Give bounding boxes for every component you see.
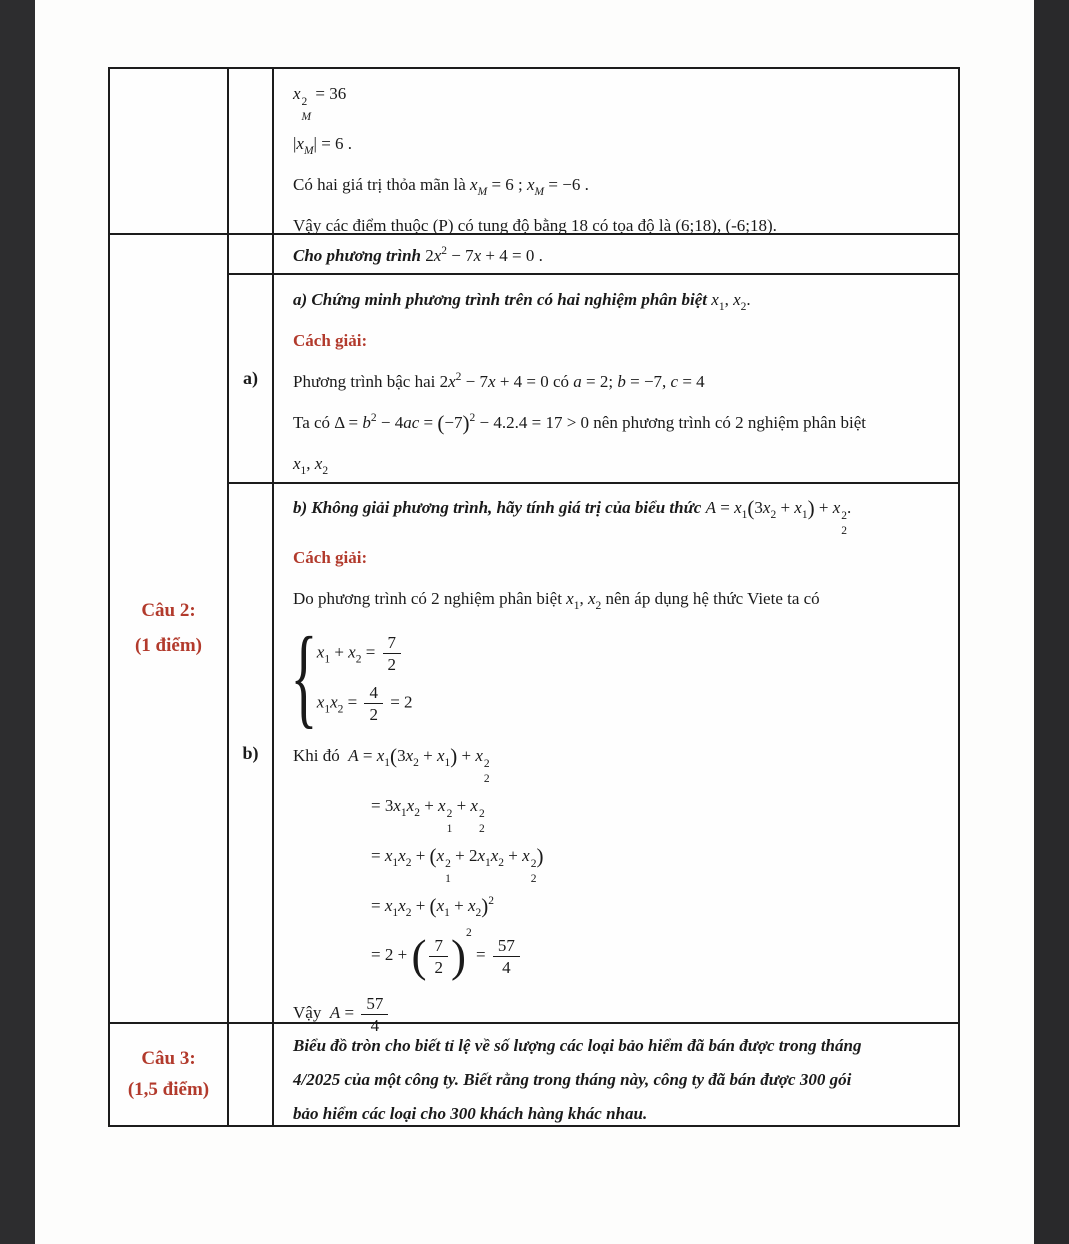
system-brace: {: [290, 615, 318, 740]
paren-group: )$^2$: [481, 894, 495, 918]
text-line: [293, 735, 960, 785]
math-text: =: [343, 692, 362, 712]
math-variable: b: [362, 413, 371, 432]
math-variable: x: [566, 589, 574, 608]
math-variable: x: [762, 498, 771, 517]
fraction-denominator: 2: [387, 654, 397, 674]
text-line: [293, 1063, 960, 1097]
left-margin-bar: [0, 0, 35, 1244]
math-text: +: [418, 746, 437, 765]
math-variable: x: [296, 134, 304, 153]
paren-group: (: [747, 496, 755, 520]
subscript: 2: [405, 907, 412, 919]
text-line: [293, 73, 960, 123]
math-text: Do phương trình có 2 nghiệm phân biệt: [293, 589, 567, 608]
math-text: − 4: [376, 413, 404, 432]
equation-system: [290, 615, 413, 740]
subscript: 1: [801, 509, 808, 521]
text-line: [293, 320, 960, 361]
math-text: +: [457, 746, 476, 765]
subscript: 1: [444, 757, 451, 769]
subscript: 2: [770, 509, 777, 521]
fraction: [383, 633, 402, 674]
fraction-denominator: 2: [369, 704, 378, 724]
math-variable: x: [470, 796, 478, 815]
math-variable: a: [573, 372, 582, 391]
question-2-title: Câu 2:: [141, 600, 196, 621]
subscript: 1: [741, 509, 748, 521]
math-text: .: [847, 498, 852, 517]
stacked-superscript: 2: [301, 96, 308, 108]
stacked-superscript: 2: [445, 858, 451, 870]
system-equation: [317, 633, 413, 674]
sub-sup-column: [484, 759, 490, 785]
fraction: [493, 936, 520, 977]
math-text: − 4.2.4 = 17 > 0 nên phương trình có 2 nghiệm phân biệt: [475, 413, 866, 432]
paren-group: ): [536, 844, 544, 868]
math-text: +: [814, 498, 833, 517]
subscript: 1: [400, 807, 407, 819]
fraction-numerator: 7: [429, 936, 448, 957]
text-line: [293, 835, 960, 885]
paren-group: (: [429, 844, 437, 868]
sub-sup-stack: [437, 835, 451, 885]
text-line: [293, 361, 960, 402]
stacked-superscript: 2: [841, 510, 847, 522]
part-b-label: b): [242, 742, 259, 763]
math-text: +: [411, 896, 430, 915]
math-variable: x: [293, 84, 301, 103]
question-3-points: (1,5 điểm): [127, 1079, 210, 1100]
math-variable: x: [490, 846, 499, 865]
math-variable: x: [473, 246, 482, 265]
math-variable: x: [734, 498, 742, 517]
math-variable: x: [348, 641, 356, 661]
question-2-label-cell: [110, 235, 227, 1022]
stacked-superscript: 2: [478, 808, 485, 820]
math-text: + 4 = 0: [481, 246, 535, 265]
math-text: =: [361, 641, 380, 661]
stacked-subscript: 1: [446, 822, 453, 835]
bold-italic-text: b) Không giải phương trình, hãy tính giá trị của biểu thức: [293, 498, 706, 517]
text-line: [293, 885, 960, 926]
fraction-denominator: 4: [370, 1015, 380, 1035]
subscript: 1: [300, 465, 307, 477]
subscript: 1: [384, 757, 391, 769]
stacked-subscript: 2: [478, 822, 485, 835]
math-text: nên áp dụng hệ thức Viete ta có: [601, 589, 820, 608]
problem-statement: [284, 235, 960, 273]
superscript: 2: [488, 895, 495, 907]
math-text: = 6 ;: [487, 175, 527, 194]
sub-sup-stack: [470, 785, 484, 835]
math-text: =: [340, 1003, 359, 1022]
part-a-solution: [284, 277, 960, 482]
question-2-points: (1 điểm): [134, 635, 202, 656]
subscript: 2: [498, 857, 505, 869]
question-3-title: Câu 3:: [141, 1048, 196, 1069]
bold-italic-text: a) Chứng minh phương trình trên có hai nghiệm phân biệt: [293, 290, 712, 309]
math-text: =: [371, 896, 385, 915]
math-variable: x: [587, 589, 596, 608]
math-text: +: [411, 846, 430, 865]
math-text: +: [452, 796, 471, 815]
math-text: =: [715, 498, 735, 517]
subscript: 2: [355, 652, 362, 665]
math-text: 3: [397, 746, 406, 765]
bold-italic-text: Biểu đồ tròn cho biết tỉ lệ về số lượng các loại bảo hiểm đã bán được trong tháng: [293, 1036, 862, 1055]
math-variable: x: [794, 498, 802, 517]
subscript: 2: [322, 465, 329, 477]
sub-sup-column: [479, 809, 485, 835]
text-line: [293, 1097, 960, 1131]
question-3-statement: [284, 1027, 960, 1125]
text-line: [293, 279, 960, 320]
stacked-subscript: M: [301, 110, 312, 123]
superscript: 2: [465, 927, 472, 939]
math-text: 2: [425, 246, 434, 265]
stacked-superscript: 2: [483, 758, 490, 770]
text-line: [293, 537, 960, 578]
math-variable: x: [316, 641, 325, 661]
sub-sup-stack: [833, 487, 847, 537]
fraction-numerator: 57: [361, 994, 388, 1015]
fraction-numerator: 7: [383, 633, 402, 654]
system-equation: [317, 683, 413, 724]
fraction: [364, 683, 383, 724]
subscript: 2: [740, 301, 747, 313]
subscript: 1: [573, 600, 580, 612]
math-text: 3: [754, 498, 763, 517]
math-variable: x: [398, 846, 406, 865]
math-text: − 7: [447, 246, 474, 265]
math-variable: x: [470, 175, 478, 194]
math-text: Ta có Δ =: [293, 413, 363, 432]
system-equations: [317, 633, 413, 724]
math-text: +: [419, 796, 439, 815]
math-text: ,: [306, 454, 315, 473]
math-variable: x: [398, 896, 406, 915]
math-text: .: [746, 290, 751, 309]
math-variable: x: [522, 846, 530, 865]
subscript: 1: [392, 907, 399, 919]
stacked-subscript: 2: [530, 872, 537, 885]
stacked-subscript: 2: [841, 524, 847, 537]
text-line: [293, 487, 960, 537]
sub-sup-stack: [438, 785, 452, 835]
text-line: [293, 237, 960, 275]
math-text: =: [419, 413, 438, 432]
math-variable: c: [670, 372, 679, 391]
previous-answer-continuation: [284, 71, 960, 233]
superscript: 2: [469, 412, 476, 424]
stacked-subscript: 2: [483, 772, 490, 785]
paren-group: (: [390, 744, 398, 768]
fraction-numerator: 4: [364, 683, 383, 704]
math-text: +: [330, 641, 349, 661]
subscript: M: [477, 186, 488, 198]
superscript: 2: [441, 245, 448, 257]
subscript: 2: [337, 703, 344, 716]
math-variable: b: [617, 372, 626, 391]
paren-group: (: [429, 894, 437, 918]
subscript: M: [534, 186, 545, 198]
paren-group: )$^2$: [450, 927, 472, 982]
math-text: Vậy: [293, 1003, 330, 1022]
text-line: [293, 578, 960, 619]
math-text: = 2;: [581, 372, 618, 391]
fraction-denominator: 2: [434, 957, 443, 977]
math-text: + 2: [450, 846, 478, 865]
superscript: 2: [370, 412, 377, 424]
sub-sup-stack: [293, 73, 311, 123]
math-variable: x: [393, 796, 401, 815]
math-variable: x: [376, 746, 385, 765]
subscript: 1: [718, 301, 725, 313]
text-line: [293, 1029, 960, 1063]
math-variable: x: [436, 846, 445, 865]
math-text: ,: [724, 290, 734, 309]
subscript: 1: [324, 703, 331, 716]
sub-sup-stack: [475, 735, 489, 785]
math-text: Khi đó: [293, 746, 349, 765]
fraction: [429, 936, 448, 977]
math-variable: ac: [403, 413, 420, 432]
math-text: ,: [579, 589, 588, 608]
math-variable: A: [348, 746, 359, 765]
math-text: +: [449, 896, 468, 915]
sub-sup-stack: [522, 835, 536, 885]
math-variable: x: [293, 454, 301, 473]
math-text: − 7: [461, 372, 489, 391]
math-variable: x: [467, 896, 476, 915]
subscript: 1: [444, 907, 450, 919]
paren-group: ): [450, 744, 458, 768]
math-text: | = 6 .: [313, 134, 353, 153]
math-text: = 2: [385, 692, 413, 712]
subscript: 2: [595, 600, 602, 612]
subscript: M: [303, 145, 314, 157]
math-text: = −6 .: [544, 175, 589, 194]
method-heading: Cách giải:: [293, 548, 368, 567]
solution-table: [108, 67, 960, 1127]
fraction-numerator: 57: [493, 936, 520, 957]
superscript: 2: [455, 371, 462, 383]
subscript: 1: [324, 652, 331, 665]
subscript: 2: [475, 907, 482, 919]
math-variable: x: [406, 796, 415, 815]
paren-group: ): [807, 496, 815, 520]
math-variable: x: [438, 796, 446, 815]
math-text: =: [358, 746, 377, 765]
math-variable: x: [527, 175, 535, 194]
text-line: [293, 402, 960, 443]
math-variable: x: [832, 498, 841, 517]
math-text: |: [293, 134, 297, 153]
math-variable: x: [330, 692, 338, 712]
question-3-label-cell: [110, 1024, 227, 1125]
math-variable: A: [329, 1003, 341, 1022]
math-text: = 4: [678, 372, 705, 391]
math-text: = 2 +: [371, 945, 412, 964]
stacked-subscript: 1: [445, 872, 451, 885]
math-text: .: [534, 246, 543, 265]
math-text: =: [471, 945, 490, 964]
fraction-denominator: 4: [502, 957, 511, 977]
math-text: +: [504, 846, 523, 865]
math-variable: x: [436, 896, 445, 915]
right-margin-bar: [1034, 0, 1069, 1244]
subscript: 1: [485, 857, 491, 869]
part-b-solution: [284, 485, 960, 1035]
math-text: = 36: [311, 84, 347, 103]
math-variable: x: [488, 372, 496, 391]
text-line: [293, 443, 960, 484]
paren-group: )$^2$: [462, 411, 476, 435]
math-variable: x: [436, 746, 445, 765]
subscript: 2: [405, 857, 412, 869]
text-line: [293, 164, 960, 205]
text-line: [293, 926, 960, 984]
table-gridline-col2: [272, 69, 274, 1125]
paren-group: (: [411, 931, 427, 982]
math-variable: x: [733, 290, 741, 309]
math-text: + 4 = 0 có: [495, 372, 574, 391]
math-text: Có hai giá trị thỏa mãn là: [293, 175, 471, 194]
method-heading: Cách giải:: [293, 331, 368, 350]
subscript: 2: [413, 757, 419, 769]
bold-italic-text: bảo hiểm các loại cho 300 khách hàng khác nhau.: [293, 1104, 648, 1123]
math-variable: x: [384, 846, 393, 865]
math-variable: x: [384, 896, 393, 915]
paren-group: (: [437, 411, 445, 435]
math-variable: x: [711, 290, 719, 309]
text-line: [290, 615, 960, 740]
math-variable: x: [477, 846, 485, 865]
stacked-superscript: 2: [446, 808, 453, 820]
math-text: = 3: [371, 796, 394, 815]
math-variable: x: [314, 454, 323, 473]
math-variable: A: [705, 498, 716, 517]
subscript: 1: [392, 857, 399, 869]
math-text: −7: [444, 413, 463, 432]
stacked-superscript: 2: [530, 858, 537, 870]
math-variable: x: [448, 372, 456, 391]
part-a-label: a): [243, 368, 258, 388]
math-variable: x: [475, 746, 483, 765]
bold-italic-text: Cho phương trình: [293, 246, 426, 265]
subscript: 2: [414, 807, 420, 819]
text-line: [293, 123, 960, 164]
sub-sup-column: [302, 97, 312, 123]
math-text: Phương trình bậc hai 2: [293, 372, 449, 391]
math-variable: x: [316, 692, 325, 712]
math-variable: x: [405, 746, 414, 765]
math-text: = −7,: [625, 372, 671, 391]
math-text: Vậy các điểm thuộc (P) có tung độ bằng 18 có tọa độ là (6;18), (-6;18).: [293, 216, 777, 235]
text-line: [293, 785, 960, 835]
math-text: =: [371, 846, 385, 865]
bold-italic-text: 4/2025 của một công ty. Biết rằng trong tháng này, công ty đã bán được 300 gói: [293, 1070, 852, 1089]
math-variable: x: [433, 246, 442, 265]
math-text: +: [776, 498, 795, 517]
